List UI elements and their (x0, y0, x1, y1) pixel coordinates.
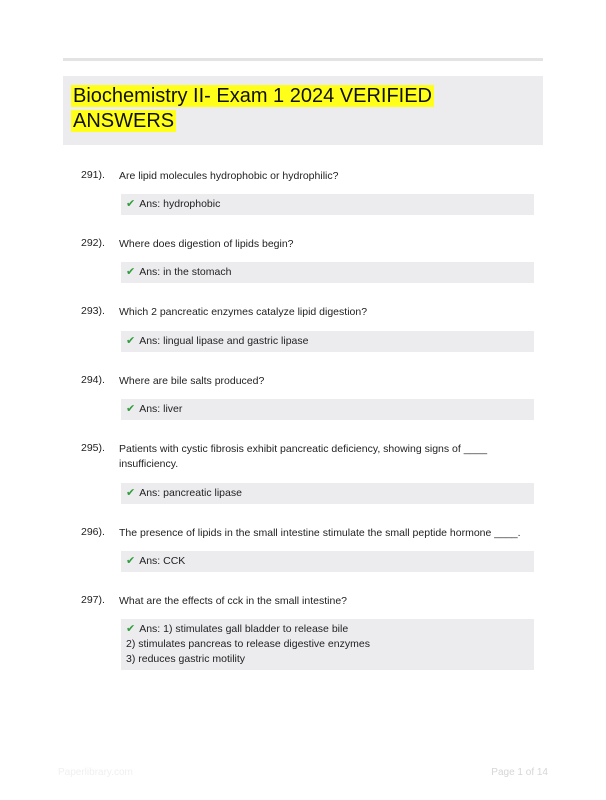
check-icon: ✔ (126, 487, 136, 499)
answer-line: 2) stimulates pancreas to release digestive enzymes (126, 638, 370, 650)
answer-box (121, 399, 534, 420)
question-text: The presence of lipids in the small intestine stimulate the small peptide hormone ____. (119, 527, 521, 539)
answer-text: Ans: CCK (139, 555, 186, 567)
answer-box (121, 619, 534, 670)
question-number: 291). (81, 169, 105, 181)
answer-text: Ans: 1) stimulates gall bladder to release bile (139, 623, 349, 635)
check-icon: ✔ (126, 266, 136, 278)
check-icon: ✔ (126, 198, 136, 210)
answer-box (121, 331, 534, 352)
answer-line: 3) reduces gastric motility (126, 653, 246, 665)
check-icon: ✔ (126, 403, 136, 415)
title-block (63, 76, 543, 145)
check-icon: ✔ (126, 555, 136, 567)
check-icon: ✔ (126, 623, 136, 635)
answer-text: Ans: hydrophobic (139, 198, 221, 210)
question-number: 297). (81, 594, 105, 606)
page-title-text: Biochemistry II- Exam 1 2024 VERIFIED ANSWERS (73, 85, 433, 132)
question-number: 296). (81, 526, 105, 538)
answer-text: Ans: pancreatic lipase (139, 487, 242, 499)
answer-text: Ans: lingual lipase and gastric lipase (139, 335, 309, 347)
answer-box (121, 551, 534, 572)
question-text: What are the effects of cck in the small intestine? (119, 595, 348, 607)
answer-box (121, 483, 534, 504)
answer-line (126, 622, 529, 637)
page-title (71, 84, 491, 133)
question-number: 294). (81, 374, 105, 386)
question-text: Are lipid molecules hydrophobic or hydrophilic? (119, 170, 339, 182)
question-number: 293). (81, 305, 105, 317)
answer-box (121, 194, 534, 215)
top-rule (63, 58, 543, 61)
page-number: Page 1 of 14 (491, 767, 548, 778)
answer-text: Ans: liver (139, 403, 183, 415)
question-text: Where does digestion of lipids begin? (119, 238, 294, 250)
question-number: 295). (81, 442, 105, 454)
question-number: 292). (81, 237, 105, 249)
question-text: Where are bile salts produced? (119, 375, 265, 387)
check-icon: ✔ (126, 335, 136, 347)
question-text: Patients with cystic fibrosis exhibit pancreatic deficiency, showing signs of ____ insufficiency. (119, 443, 488, 470)
answer-text: Ans: in the stomach (139, 266, 232, 278)
answer-box (121, 262, 534, 283)
question-text: Which 2 pancreatic enzymes catalyze lipid digestion? (119, 306, 368, 318)
footer-watermark: Paperlibrary.com (58, 767, 133, 778)
